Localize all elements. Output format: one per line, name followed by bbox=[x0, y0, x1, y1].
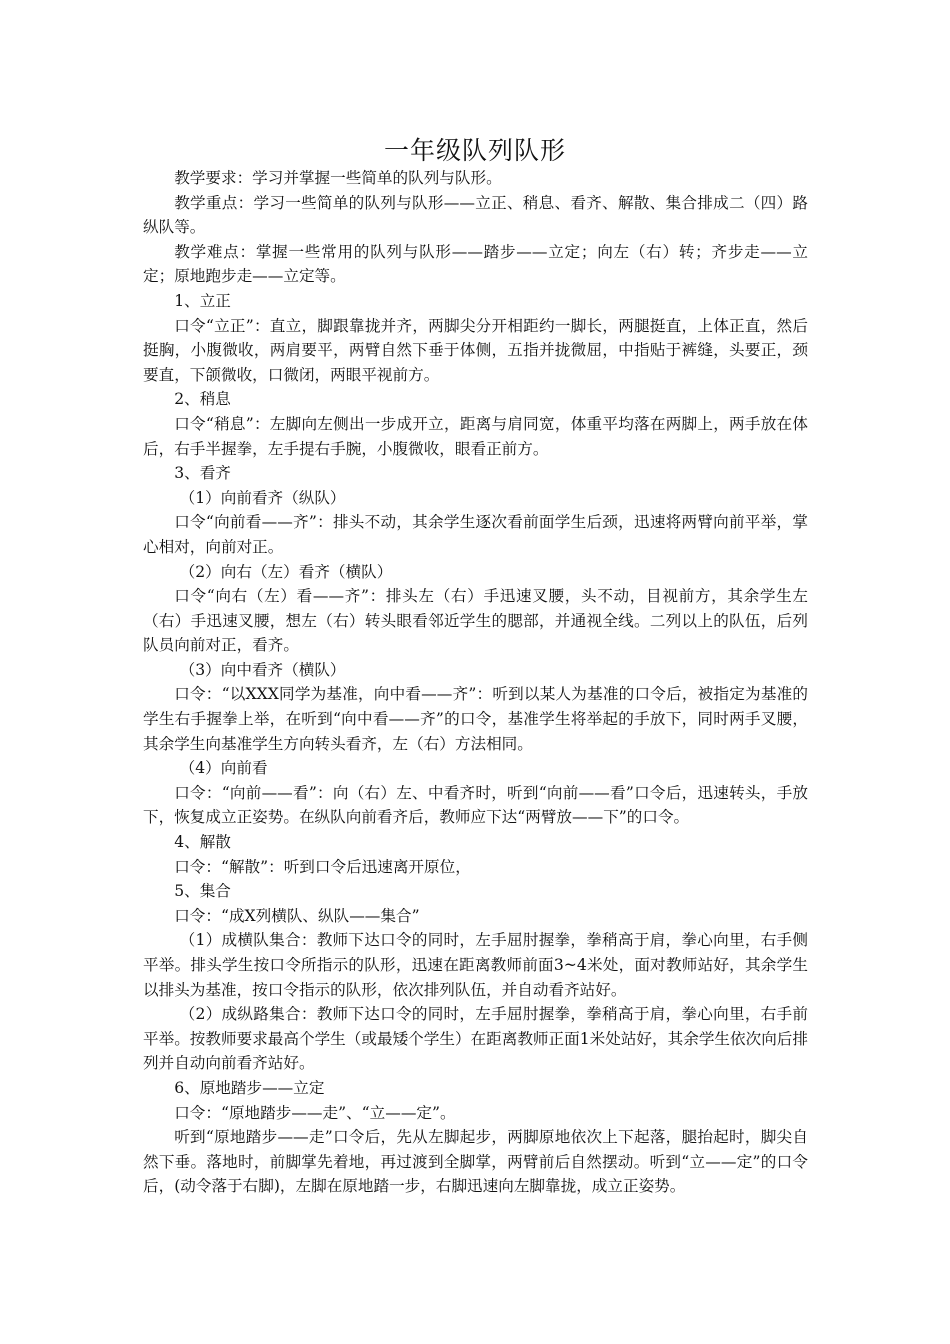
section-heading: 2、稍息 bbox=[174, 390, 231, 409]
paragraph: 口令：“向前——看”：向（右）左、中看齐时，听到“向前——看”口令后，迅速转头，手放下，恢复成立正姿势。在纵队向前看齐后，教师应下达“两臂放——下”的口令。 bbox=[143, 783, 808, 827]
paragraph: 口令“稍息”：左脚向左侧出一步成开立，距离与肩同宽，体重平均落在两脚上，两手放在体后，右手半握拳，左手提右手腕，小腹微收，眼看正前方。 bbox=[143, 414, 808, 458]
section-heading: 4、解散 bbox=[174, 833, 231, 852]
subsection-heading: （2）向右（左）看齐（横队） bbox=[179, 562, 393, 581]
paragraph: 口令：“以XXX同学为基准，向中看——齐”：听到以某人为基准的口令后，被指定为基准的学生右手握拳上举，在听到“向中看——齐”的口令，基准学生将举起的手放下，同时两手叉腰，其余学生向基准学生方向转头看齐，左（右）方法相同。 bbox=[143, 685, 808, 753]
document-title: 一年级队列队形 bbox=[383, 135, 566, 165]
subsection-heading: （1）向前看齐（纵队） bbox=[179, 488, 346, 507]
section-heading: 6、原地踏步——立定 bbox=[174, 1078, 325, 1097]
section-heading: 5、集合 bbox=[174, 882, 231, 901]
paragraph: 口令：“解散”：听到口令后迅速离开原位， bbox=[174, 857, 471, 876]
paragraph: 教学难点：掌握一些常用的队列与队形——踏步——立定；向左（右）转；齐步走——立定；原地跑步走——立定等。 bbox=[143, 242, 808, 286]
paragraph: 听到“原地踏步——走”口令后，先从左脚起步，两脚原地依次上下起落，腿抬起时，脚尖自然下垂。落地时，前脚掌先着地，再过渡到全脚掌，两臂前后自然摆动。听到“立——定”的口令后，(动令落于右脚)，左脚在原地踏一步，右脚迅速向左脚靠拢，成立正姿势。 bbox=[143, 1128, 808, 1196]
document-body bbox=[143, 166, 808, 1199]
subsection-heading: （3）向中看齐（横队） bbox=[179, 660, 346, 679]
paragraph: 口令“向右（左）看——齐”：排头左（右）手迅速叉腰，头不动，目视前方，其余学生左（右）手迅速叉腰，想左（右）转头眼看邻近学生的腮部，并通视全线。二列以上的队伍，后列队员向前对正，看齐。 bbox=[143, 587, 808, 655]
section-heading: 3、看齐 bbox=[174, 464, 231, 483]
paragraph: 口令：“原地踏步——走”、“立——定”。 bbox=[174, 1103, 456, 1122]
paragraph: 口令“立正”：直立，脚跟靠拢并齐，两脚尖分开相距约一脚长，两腿挺直，上体正直，然后挺胸，小腹微收，两肩要平，两臂自然下垂于体侧，五指并拢微屈，中指贴于裤缝，头要正，颈要直，下颌微收，口微闭，两眼平视前方。 bbox=[143, 316, 808, 384]
paragraph: 口令：“成X列横队、纵队——集合” bbox=[174, 906, 420, 925]
paragraph: 教学重点：学习一些简单的队列与队形——立正、稍息、看齐、解散、集合排成二（四）路纵队等。 bbox=[143, 193, 808, 237]
subsection-heading: （4）向前看 bbox=[179, 759, 268, 778]
paragraph: （2）成纵路集合：教师下达口令的同时，左手屈肘握拳，拳稍高于肩，拳心向里，右手前平举。按教师要求最高个学生（或最矮个学生）在距离教师正面1米处站好，其余学生依次向后排列并自动向前看齐站好。 bbox=[143, 1005, 808, 1073]
paragraph: 教学要求：学习并掌握一些简单的队列与队形。 bbox=[174, 169, 502, 187]
section-heading: 1、立正 bbox=[174, 291, 231, 310]
paragraph: 口令“向前看——齐”：排头不动，其余学生逐次看前面学生后颈，迅速将两臂向前平举，掌心相对，向前对正。 bbox=[143, 513, 808, 556]
paragraph: （1）成横队集合：教师下达口令的同时，左手屈肘握拳，拳稍高于肩，拳心向里，右手侧平举。排头学生按口令所指示的队形，迅速在距离教师前面3~4米处，面对教师站好，其余学生以排头为基准，按口令指示的队形，依次排列队伍，并自动看齐站好。 bbox=[143, 931, 808, 999]
